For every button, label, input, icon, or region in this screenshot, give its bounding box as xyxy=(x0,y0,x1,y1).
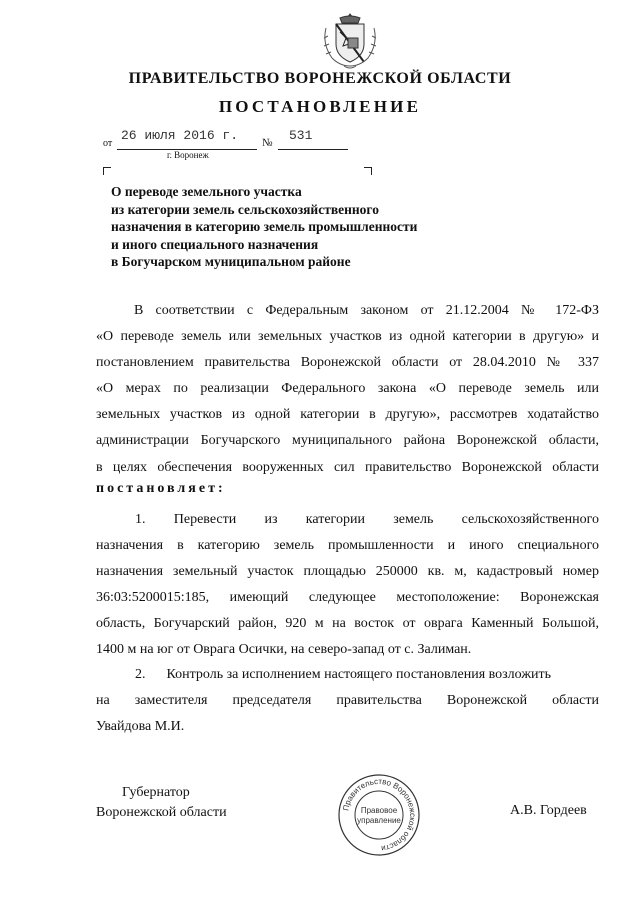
word: земель xyxy=(393,512,434,527)
document-date: 26 июля 2016 г. xyxy=(121,128,239,143)
document-number: 531 xyxy=(289,128,313,143)
preamble-paragraph xyxy=(96,298,599,481)
seal-center-line: управление xyxy=(357,816,401,825)
coat-of-arms-icon xyxy=(318,8,382,72)
word: на xyxy=(96,693,110,709)
subject-line: и иного специального назначения xyxy=(111,236,319,252)
word: заместителя xyxy=(134,693,208,709)
paragraph-line: в целях обеспечения вооруженных сил правительство Воронежской области xyxy=(96,459,599,475)
paragraph-line: 2. Контроль за исполнением настоящего постановления возложить xyxy=(135,667,551,682)
paragraph-line xyxy=(96,688,599,714)
paragraph-line xyxy=(96,507,599,533)
decree-item-2 xyxy=(96,662,599,740)
paragraph-line: «О мерах по реализации Федерального закона «О переводе земель или xyxy=(96,381,599,397)
paragraph-line: назначения земельный участок площадью 250000 кв. м, кадастровый номер xyxy=(96,564,599,580)
signatory-title-line: Губернатор xyxy=(122,785,190,800)
decree-word: постановляет: xyxy=(96,481,226,496)
word: области xyxy=(552,693,599,709)
word: председателя xyxy=(232,693,312,709)
decree-item-1 xyxy=(96,507,599,664)
word: Воронежской xyxy=(446,693,528,709)
date-prefix: от xyxy=(103,138,113,149)
word: сельскохозяйственного xyxy=(461,512,599,527)
paragraph-line: область, Богучарский район, 920 м на восток от оврага Каменный Большой, xyxy=(96,616,599,632)
corner-bracket-left xyxy=(103,167,111,175)
paragraph-line: администрации Богучарского муниципального района Воронежской области, xyxy=(96,433,599,449)
paragraph-line: Увайдова М.И. xyxy=(96,719,185,735)
word: категории xyxy=(305,512,365,527)
subject-line: О переводе земельного участка xyxy=(111,184,302,199)
document-type: ПОСТАНОВЛЕНИЕ xyxy=(218,97,422,116)
signatory-title xyxy=(96,783,227,823)
document-subject xyxy=(111,183,511,271)
subject-line: назначения в категорию земель промышленности xyxy=(111,219,418,234)
word: правительства xyxy=(336,693,422,709)
signatory-name: А.В. Гордеев xyxy=(510,803,587,818)
signatory-title-line: Воронежской области xyxy=(96,805,227,820)
number-prefix: № xyxy=(262,137,273,149)
government-title: ПРАВИТЕЛЬСТВО ВОРОНЕЖСКОЙ ОБЛАСТИ xyxy=(128,70,512,87)
round-seal-icon xyxy=(328,773,430,857)
word: 1. xyxy=(135,512,146,527)
paragraph-line: В соответствии с Федеральным законом от 21.12.2004 № 172-ФЗ xyxy=(134,303,599,318)
seal-ring-text: Правительство Воронежской области xyxy=(341,776,418,853)
word: из xyxy=(264,512,278,527)
subject-line: из категории земель сельскохозяйственного xyxy=(111,201,379,217)
seal-center-line: Правовое xyxy=(360,806,398,815)
corner-bracket-right xyxy=(364,167,372,175)
city-label: г. Воронеж xyxy=(167,150,209,160)
subject-line: в Богучарском муниципальном районе xyxy=(111,254,351,269)
word: Перевести xyxy=(173,512,237,527)
paragraph-line: постановлением правительства Воронежской области от 28.04.2010 № 337 xyxy=(96,355,599,371)
number-underline xyxy=(278,149,348,150)
paragraph-line: назначения в категорию земель промышленности и иного специального xyxy=(96,538,599,554)
paragraph-line: 36:03:5200015:185, имеющий следующее местоположение: Воронежская xyxy=(96,590,599,606)
paragraph-line: земельных участков из одной категории в другую», рассмотрев ходатайство xyxy=(96,407,599,423)
paragraph-line: «О переводе земель или земельных участков из одной категории в другую» и xyxy=(96,329,599,345)
paragraph-line: 1400 м на юг от Оврага Осички, на северо-запад от с. Залиман. xyxy=(96,642,472,658)
